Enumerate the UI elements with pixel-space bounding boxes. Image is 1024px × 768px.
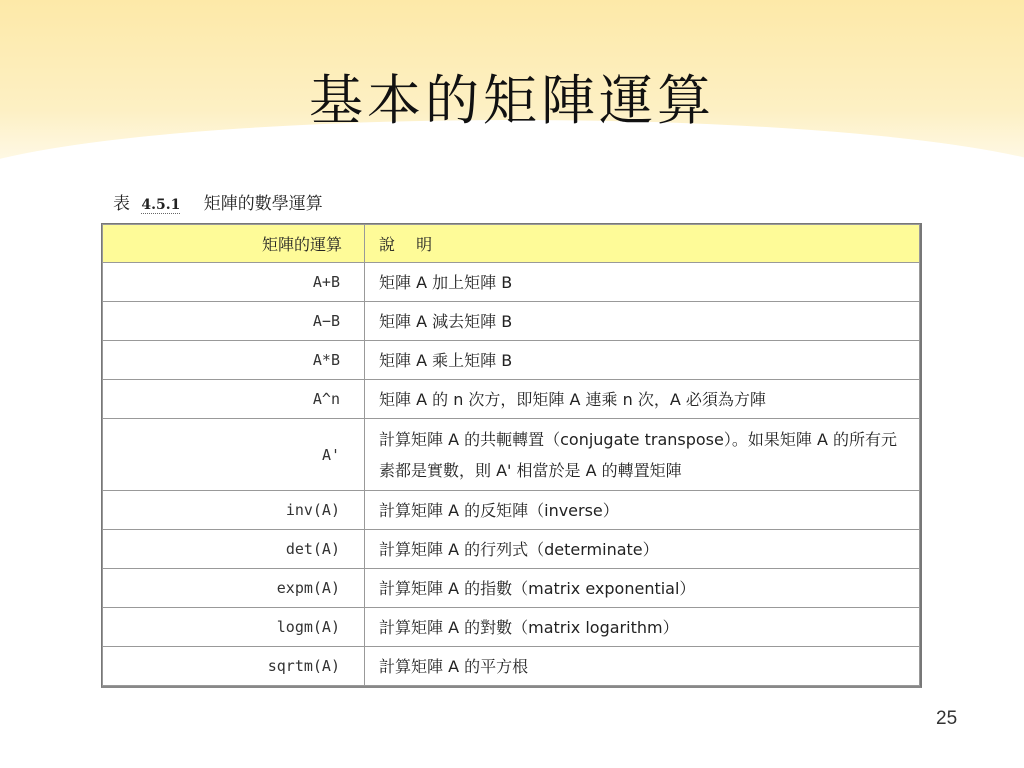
table-header-row: [103, 225, 920, 263]
table-row: [103, 302, 920, 341]
description-cell: 計算矩陣 A 的反矩陣（inverse）: [365, 491, 920, 530]
description-cell: 矩陣 A 減去矩陣 B: [365, 302, 920, 341]
table-row: [103, 569, 920, 608]
caption-text: 矩陣的數學運算: [203, 194, 323, 214]
operation-cell: sqrtm(A): [103, 647, 365, 686]
operation-cell: A+B: [103, 263, 365, 302]
operation-cell: logm(A): [103, 608, 365, 647]
table-caption: [113, 189, 323, 214]
header-operation: 矩陣的運算: [103, 225, 365, 263]
description-cell: 計算矩陣 A 的行列式（determinate）: [365, 530, 920, 569]
table-row: [103, 380, 920, 419]
table-row: [103, 530, 920, 569]
page-number: 25: [936, 708, 958, 729]
operation-cell: expm(A): [103, 569, 365, 608]
description-cell: 矩陣 A 乘上矩陣 B: [365, 341, 920, 380]
description-cell: 計算矩陣 A 的對數（matrix logarithm）: [365, 608, 920, 647]
slide-title: 基本的矩陣運算: [309, 69, 715, 132]
operation-cell: A^n: [103, 380, 365, 419]
operation-cell: A*B: [103, 341, 365, 380]
description-cell: 計算矩陣 A 的指數（matrix exponential）: [365, 569, 920, 608]
operation-cell: inv(A): [103, 491, 365, 530]
description-cell: 矩陣 A 的 n 次方，即矩陣 A 連乘 n 次，A 必須為方陣: [365, 380, 920, 419]
caption-number: 4.5.1: [141, 197, 181, 213]
table-row: [103, 491, 920, 530]
matrix-operations-table: [101, 223, 922, 688]
table-row: [103, 647, 920, 686]
caption-prefix: 表: [113, 194, 130, 214]
table-row: [103, 608, 920, 647]
description-cell: 計算矩陣 A 的共軛轉置（conjugate transpose）。如果矩陣 A 的所有元素都是實數，則 A' 相當於是 A 的轉置矩陣: [365, 419, 920, 491]
description-cell: 計算矩陣 A 的平方根: [365, 647, 920, 686]
table-row: [103, 341, 920, 380]
table-row: [103, 419, 920, 491]
description-cell: 矩陣 A 加上矩陣 B: [365, 263, 920, 302]
table-row: [103, 263, 920, 302]
header-description: 說 明: [365, 225, 920, 263]
operation-cell: det(A): [103, 530, 365, 569]
operation-cell: A−B: [103, 302, 365, 341]
operation-cell: A': [103, 419, 365, 491]
